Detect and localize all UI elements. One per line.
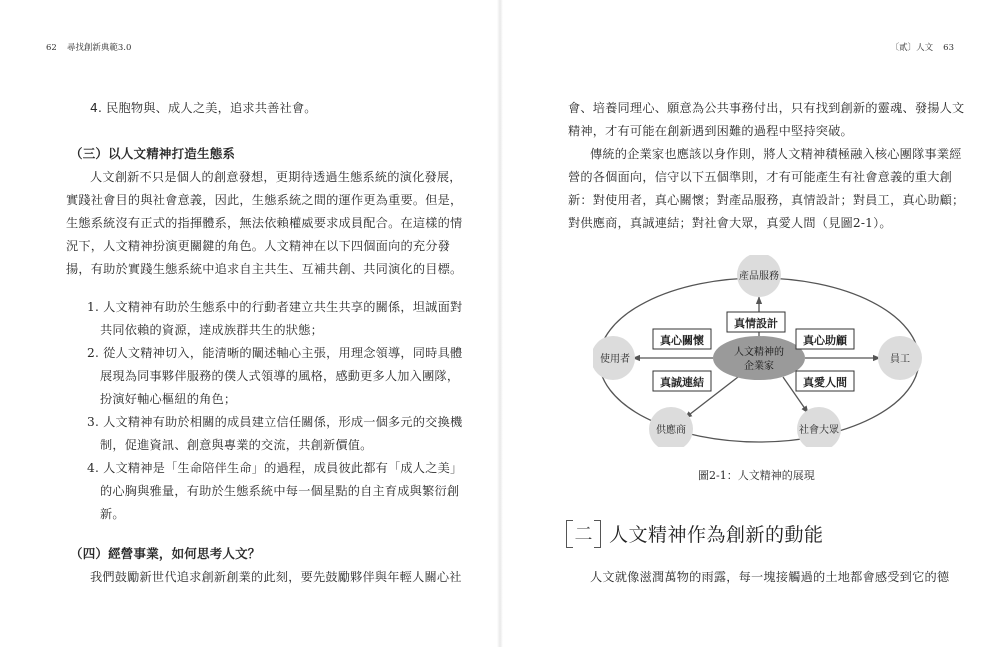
right-running-title: 〔貳〕人文 [890,43,934,53]
list-item-line: 扮演好軸心樞紐的角色； [100,392,237,406]
list-item-line: 展現為同事夥伴服務的僕人式領導的風格，感動更多人加入團隊， [100,369,460,383]
center-label-line1: 人文精神的 [734,347,784,358]
paragraph-line: 新：對使用者，真心關懷；對產品服務，真情設計；對員工，真心助顧； [568,193,965,207]
section-heading-4: （四）經營事業，如何思考人文？ [70,546,261,561]
paragraph-line: 我們鼓勵新世代追求創新創業的此刻，要先鼓勵夥伴與年輕人關心社 [90,570,462,584]
paragraph-line: 實踐社會目的與社會意義，因此，生態系統之間的運作更為重要。但是， [66,193,463,207]
box-design-label: 真情設計 [734,317,778,330]
paragraph-line: 況下，人文精神扮演更關鍵的角色。人文精神在以下四個面向的充分發 [66,239,451,253]
figure-caption: 圖2-1：人文精神的展現 [698,469,815,482]
box-care-label: 真心關懷 [660,334,704,347]
humanistic-entrepreneur-diagram [593,255,925,447]
paragraph-line: 會、培養同理心、願意為公共事務付出，只有找到創新的靈魂、發揚人文 [568,101,965,115]
list-item-line: 3. 人文精神有助於相關的成員建立信任關係，形成一個多元的交換機 [87,415,463,429]
paragraph-line: 揚，有助於實踐生態系統中追求自主共生、互補共創、共同演化的目標。 [66,262,463,276]
left-running-title: 尋找創新典範3.0 [66,43,132,53]
list-item-line: 制，促進資訊、創意與專業的交流，共創新價值。 [100,438,373,452]
paragraph-line: 傳統的企業家也應該以身作則，將人文精神積極融入核心團隊事業經 [590,147,962,161]
chapter-heading [566,516,824,550]
chapter-title: 人文精神作為創新的動能 [609,523,824,546]
list-item-line: 4. 人文精神是「生命陪伴生命」的過程，成員彼此都有「成人之美」 [87,461,463,475]
list-item-4-top: 4. 民胞物與、成人之美，追求共善社會。 [90,101,317,115]
list-item-line: 的心胸與雅量，有助於生態系統中每一個星點的自主育成與繁衍創 [100,484,460,498]
node-user-label: 使用者 [600,354,630,365]
right-page-number: 63 [943,43,954,53]
paragraph-line: 人文就像滋潤萬物的雨露，每一塊接觸過的土地都會感受到它的德 [590,570,950,584]
left-page-number: 62 [46,43,57,53]
node-product-label: 產品服務 [739,271,779,282]
box-love-label: 真愛人間 [803,376,847,389]
list-item-line: 共同依賴的資源，達成族群共生的狀態； [100,323,323,337]
center-label-line2: 企業家 [744,361,774,372]
box-connect-label: 真誠連結 [660,376,704,389]
paragraph-line: 精神，才有可能在創新遇到困難的過程中堅持突破。 [568,124,853,138]
list-item-line: 新。 [100,507,125,521]
chapter-number-box [566,520,601,546]
node-supplier-label: 供應商 [656,425,686,436]
box-help-label: 真心助顧 [803,334,847,347]
node-society-label: 社會大眾 [799,425,839,436]
right-running-head [891,41,954,53]
section-heading-3: （三）以人文精神打造生態系 [70,146,236,161]
node-employee-label: 員工 [890,354,910,365]
center-entrepreneur [713,336,805,380]
chapter-number: 二 [574,524,593,545]
paragraph-line: 生態系統沒有正式的指揮體系，無法依賴權威要求成員配合。在這樣的情 [66,216,463,230]
paragraph-line: 營的各個面向，信守以下五個準則，才有可能產生有社會意義的重大創 [568,170,953,184]
list-item-line: 1. 人文精神有助於生態系中的行動者建立共生共享的關係，坦誠面對 [87,300,463,314]
list-item-line: 2. 從人文精神切入，能清晰的闡述軸心主張，用理念領導，同時具體 [87,346,463,360]
paragraph-line: 人文創新不只是個人的創意發想，更期待透過生態系統的演化發展， [90,170,462,184]
paragraph-line: 對供應商，真誠連結；對社會大眾，真愛人間（見圖2-1）。 [568,216,892,230]
left-running-head [46,41,131,53]
